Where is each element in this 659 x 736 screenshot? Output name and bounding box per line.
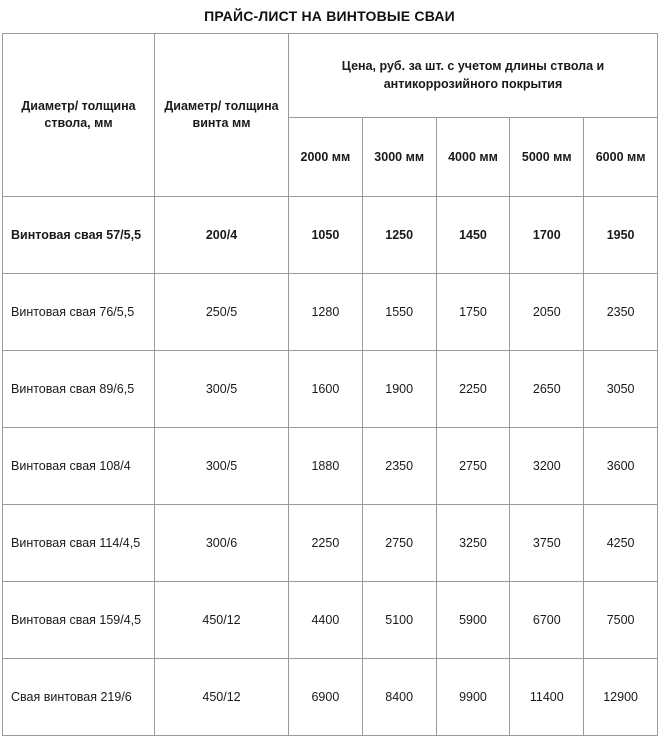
cell-price-5000: 3200 (510, 428, 584, 505)
cell-price-5000: 11400 (510, 659, 584, 736)
table-row (3, 351, 658, 428)
cell-price-4000: 1750 (436, 274, 510, 351)
cell-price-6000: 12900 (584, 659, 658, 736)
cell-price-3000: 2750 (362, 505, 436, 582)
cell-pile-name: Винтовая свая 114/4,5 (3, 505, 155, 582)
cell-price-4000: 3250 (436, 505, 510, 582)
cell-price-4000: 5900 (436, 582, 510, 659)
cell-blade: 300/5 (155, 428, 289, 505)
header-length-3000: 3000 мм (362, 118, 436, 197)
cell-price-6000: 3600 (584, 428, 658, 505)
cell-price-2000: 1600 (289, 351, 363, 428)
cell-price-5000: 2650 (510, 351, 584, 428)
cell-pile-name: Винтовая свая 57/5,5 (3, 197, 155, 274)
cell-price-3000: 1900 (362, 351, 436, 428)
cell-blade: 200/4 (155, 197, 289, 274)
cell-price-5000: 6700 (510, 582, 584, 659)
header-length-6000: 6000 мм (584, 118, 658, 197)
cell-blade: 450/12 (155, 582, 289, 659)
cell-price-6000: 2350 (584, 274, 658, 351)
table-row (3, 582, 658, 659)
cell-price-4000: 2250 (436, 351, 510, 428)
cell-price-3000: 8400 (362, 659, 436, 736)
cell-price-2000: 4400 (289, 582, 363, 659)
cell-price-5000: 1700 (510, 197, 584, 274)
table-row (3, 274, 658, 351)
table-body (3, 197, 658, 736)
cell-price-2000: 1050 (289, 197, 363, 274)
cell-pile-name: Винтовая свая 76/5,5 (3, 274, 155, 351)
cell-pile-name: Винтовая свая 159/4,5 (3, 582, 155, 659)
cell-price-5000: 3750 (510, 505, 584, 582)
header-blade-diameter: Диаметр/ толщина винта мм (155, 34, 289, 197)
cell-price-2000: 1280 (289, 274, 363, 351)
header-row-top (3, 34, 658, 118)
cell-price-4000: 2750 (436, 428, 510, 505)
header-length-4000: 4000 мм (436, 118, 510, 197)
cell-blade: 300/6 (155, 505, 289, 582)
cell-blade: 250/5 (155, 274, 289, 351)
cell-price-2000: 6900 (289, 659, 363, 736)
cell-blade: 450/12 (155, 659, 289, 736)
cell-price-3000: 1250 (362, 197, 436, 274)
header-length-2000: 2000 мм (289, 118, 363, 197)
cell-price-6000: 1950 (584, 197, 658, 274)
cell-blade: 300/5 (155, 351, 289, 428)
cell-price-6000: 4250 (584, 505, 658, 582)
price-table (2, 33, 658, 736)
cell-pile-name: Винтовая свая 108/4 (3, 428, 155, 505)
cell-price-3000: 1550 (362, 274, 436, 351)
page-title: ПРАЙС-ЛИСТ НА ВИНТОВЫЕ СВАИ (204, 8, 455, 24)
cell-price-2000: 2250 (289, 505, 363, 582)
table-row (3, 659, 658, 736)
header-price-group: Цена, руб. за шт. с учетом длины ствола и антикоррозийного покрытия (289, 34, 658, 118)
cell-price-6000: 7500 (584, 582, 658, 659)
header-length-5000: 5000 мм (510, 118, 584, 197)
cell-pile-name: Свая винтовая 219/6 (3, 659, 155, 736)
cell-price-2000: 1880 (289, 428, 363, 505)
cell-price-5000: 2050 (510, 274, 584, 351)
table-row (3, 197, 658, 274)
cell-price-6000: 3050 (584, 351, 658, 428)
table-row (3, 505, 658, 582)
cell-price-3000: 2350 (362, 428, 436, 505)
cell-pile-name: Винтовая свая 89/6,5 (3, 351, 155, 428)
cell-price-3000: 5100 (362, 582, 436, 659)
cell-price-4000: 9900 (436, 659, 510, 736)
table-head (3, 34, 658, 197)
table-row (3, 428, 658, 505)
header-shaft-diameter: Диаметр/ толщина ствола, мм (3, 34, 155, 197)
cell-price-4000: 1450 (436, 197, 510, 274)
